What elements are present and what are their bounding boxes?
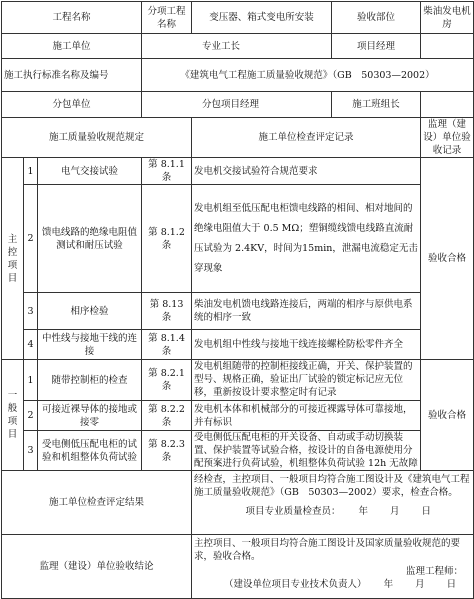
project-manager-label: 项目经理	[332, 34, 421, 59]
general-item-record: 发电机组随带的控制柜接线正确，开关、保护装置的型号、规格正确，验证出厂试验的锁定标记应无位移，重新按设计要求整定时有记录	[192, 360, 421, 401]
general-item-name: 受电侧低压配电柜的试验和机组整体负荷试验	[38, 431, 142, 471]
main-item-no: 2	[24, 185, 38, 293]
main-item-name: 电气交接试验	[38, 158, 142, 185]
spec-column-header: 施工质量验收规范规定	[2, 118, 192, 158]
general-items-group-label: 一般项目	[2, 360, 24, 471]
year-label: 年	[383, 579, 394, 590]
month-label: 月	[415, 579, 425, 590]
supervision-column-header: 监理（建设）单位验收记录	[421, 118, 474, 158]
supervisor-signoff	[194, 565, 471, 578]
main-item-name: 馈电线路的绝缘电阻值测试和耐压试验	[38, 185, 142, 293]
general-item-clause: 第 8.2.2 条	[142, 401, 192, 431]
project-manager-value	[421, 34, 474, 59]
general-item-no: 2	[24, 401, 38, 431]
main-items-conclusion: 验收合格	[421, 158, 474, 360]
record-column-header: 施工单位检查评定记录	[192, 118, 421, 158]
standard-value: 《建筑电气工程施工质量验收规范》（GB 50303—2002）	[142, 59, 474, 92]
general-item-name: 可接近裸导体的接地或接零	[38, 401, 142, 431]
sub-project-value: 变压器、箱式变电所安装	[192, 2, 332, 34]
inspection-record-sheet	[1, 1, 473, 590]
owner-tech-label: （建设单位项目专业技术负责人）	[224, 579, 367, 590]
construction-signoff	[194, 505, 471, 518]
general-item-record: 受电侧低压配电柜的开关设备、自动或手动切换装置、保护装置等试验合格，按设计的自备电源使用分配预案进行负荷试验，机组整体负荷试验 12h 无故障	[192, 431, 421, 471]
main-item-clause: 第 8.1.4 条	[142, 330, 192, 360]
main-item-clause: 第 8.13 条	[142, 293, 192, 330]
main-item-record: 发电机组中性线与接地干线连接螺栓防松零件齐全	[192, 330, 421, 360]
general-item-no: 3	[24, 431, 38, 471]
main-item-clause: 第 8.1.1 条	[142, 158, 192, 185]
main-item-clause: 第 8.1.2 条	[142, 185, 192, 293]
main-item-name: 中性线与接地干线的连接	[38, 330, 142, 360]
project-name-label: 工程名称	[2, 2, 142, 34]
main-item-record: 发电机组至低压配电柜馈电线路的相间、相对地间的绝缘电阻值大于 0.5 MΩ；塑铜缆线馈电线路直流耐压试验为 2.4KV，时间为15min，泄漏电流稳定无击穿现象	[192, 185, 421, 293]
sub-project-label: 分项工程名称	[142, 2, 192, 34]
main-item-no: 1	[24, 158, 38, 185]
owner-tech-signoff	[194, 578, 471, 591]
general-item-no: 1	[24, 360, 38, 401]
team-leader-label: 施工班组长	[332, 92, 421, 118]
general-item-record: 发电机本体和机械部分的可接近裸露导体可靠接地，并有标识	[192, 401, 421, 431]
general-item-name: 随带控制柜的检查	[38, 360, 142, 401]
main-item-no: 4	[24, 330, 38, 360]
main-item-record: 发电机交接试验符合规范要求	[192, 158, 421, 185]
standard-label: 施工执行标准名称及编号	[2, 59, 142, 92]
inspection-record-table	[1, 1, 474, 599]
year-label: 年	[358, 506, 369, 517]
team-leader-value	[421, 92, 474, 118]
day-label: 日	[446, 579, 457, 590]
construction-unit-label: 施工单位	[2, 34, 142, 59]
main-items-group-label: 主控项目	[2, 158, 24, 360]
main-item-record: 柴油发电机馈电线路连接后，两端的相序与原供电系统的相序一致	[192, 293, 421, 330]
supervision-conclusion-cell	[192, 535, 474, 599]
construction-result-label: 施工单位检查评定结果	[2, 471, 192, 535]
month-label: 月	[390, 506, 400, 517]
subcontract-unit-label: 分包单位	[2, 92, 142, 118]
supervision-conclusion-text: 主控项目、一般项目均符合施工图设计及国家质量验收规范的要求，验收合格。	[194, 538, 461, 562]
inspection-part-label: 验收部位	[332, 2, 421, 34]
day-label: 日	[421, 506, 432, 517]
construction-date	[359, 505, 432, 518]
supervision-date	[384, 578, 457, 591]
inspection-part-value: 柴油发电机房	[421, 2, 474, 34]
supervision-conclusion-label: 监理（建设）单位验收结论	[2, 535, 192, 599]
subcontract-manager-label: 分包项目经理	[142, 92, 332, 118]
construction-result-cell	[192, 471, 474, 535]
quality-inspector-label: 项目专业质量检查员：	[245, 506, 341, 517]
general-item-clause: 第 8.2.1 条	[142, 360, 192, 401]
general-items-conclusion: 验收合格	[421, 360, 474, 471]
supervisor-label: 监理工程师：	[406, 566, 464, 577]
professional-foreman-label: 专业工长	[142, 34, 332, 59]
construction-result-text: 经检查，主控项目、一般项目均符合施工图设计及《建筑电气工程施工质量验收规范》（GB 50303—2002）要求，检查合格。	[194, 474, 470, 498]
general-item-clause: 第 8.2.3 条	[142, 431, 192, 471]
main-item-name: 相序检验	[38, 293, 142, 330]
main-item-no: 3	[24, 293, 38, 330]
